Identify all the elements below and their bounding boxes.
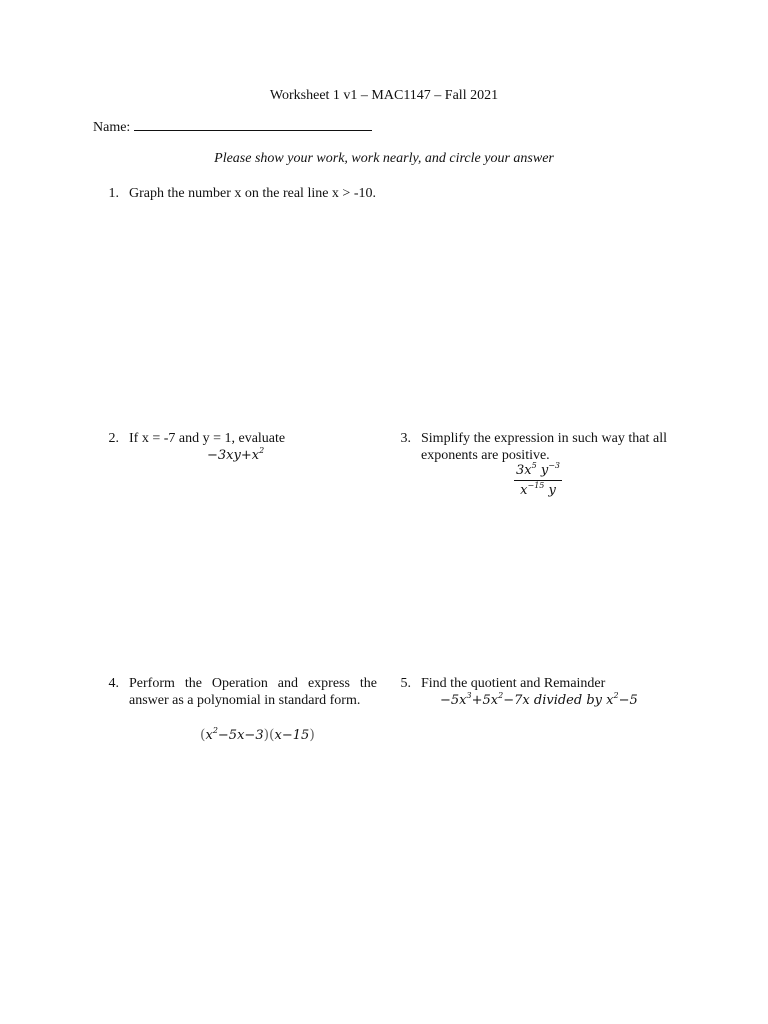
question-3-number: 3. bbox=[400, 431, 411, 446]
question-4-number: 4. bbox=[108, 676, 119, 691]
question-5-divided-by: divided by bbox=[533, 693, 602, 708]
question-5-expression: $-5x^3+5x^2-7x$ divided by $x^2-5$ bbox=[440, 691, 638, 708]
question-3-text: Simplify the expression in such way that all exponents are positive. bbox=[421, 431, 667, 463]
question-3-expression: $\frac{3x^5 y^{-3}}{x^{-15} y}$ bbox=[516, 461, 561, 498]
instructions: Please show your work, work nearly, and circle your answer bbox=[214, 151, 554, 166]
worksheet-title: Worksheet 1 v1 – MAC1147 – Fall 2021 bbox=[269, 88, 499, 103]
question-2-expression: $-3xy+x^2$ bbox=[207, 446, 265, 463]
question-2-number: 2. bbox=[108, 431, 119, 446]
question-1-text: Graph the number x on the real line x > -10. bbox=[129, 186, 376, 201]
question-5-text: Find the quotient and Remainder bbox=[421, 676, 606, 691]
name-label: Name: bbox=[93, 120, 131, 135]
name-field[interactable] bbox=[93, 116, 372, 136]
question-2-text: If x = -7 and y = 1, evaluate bbox=[129, 431, 286, 446]
question-4-expression: $(x^2-5x-3)(x-15)$ bbox=[200, 726, 315, 743]
question-4-text: Perform the Operation and express the answer as a polynomial in standard form. bbox=[129, 676, 377, 708]
question-1-number: 1. bbox=[108, 186, 119, 201]
question-5-number: 5. bbox=[400, 676, 411, 691]
name-underline[interactable] bbox=[134, 116, 372, 131]
